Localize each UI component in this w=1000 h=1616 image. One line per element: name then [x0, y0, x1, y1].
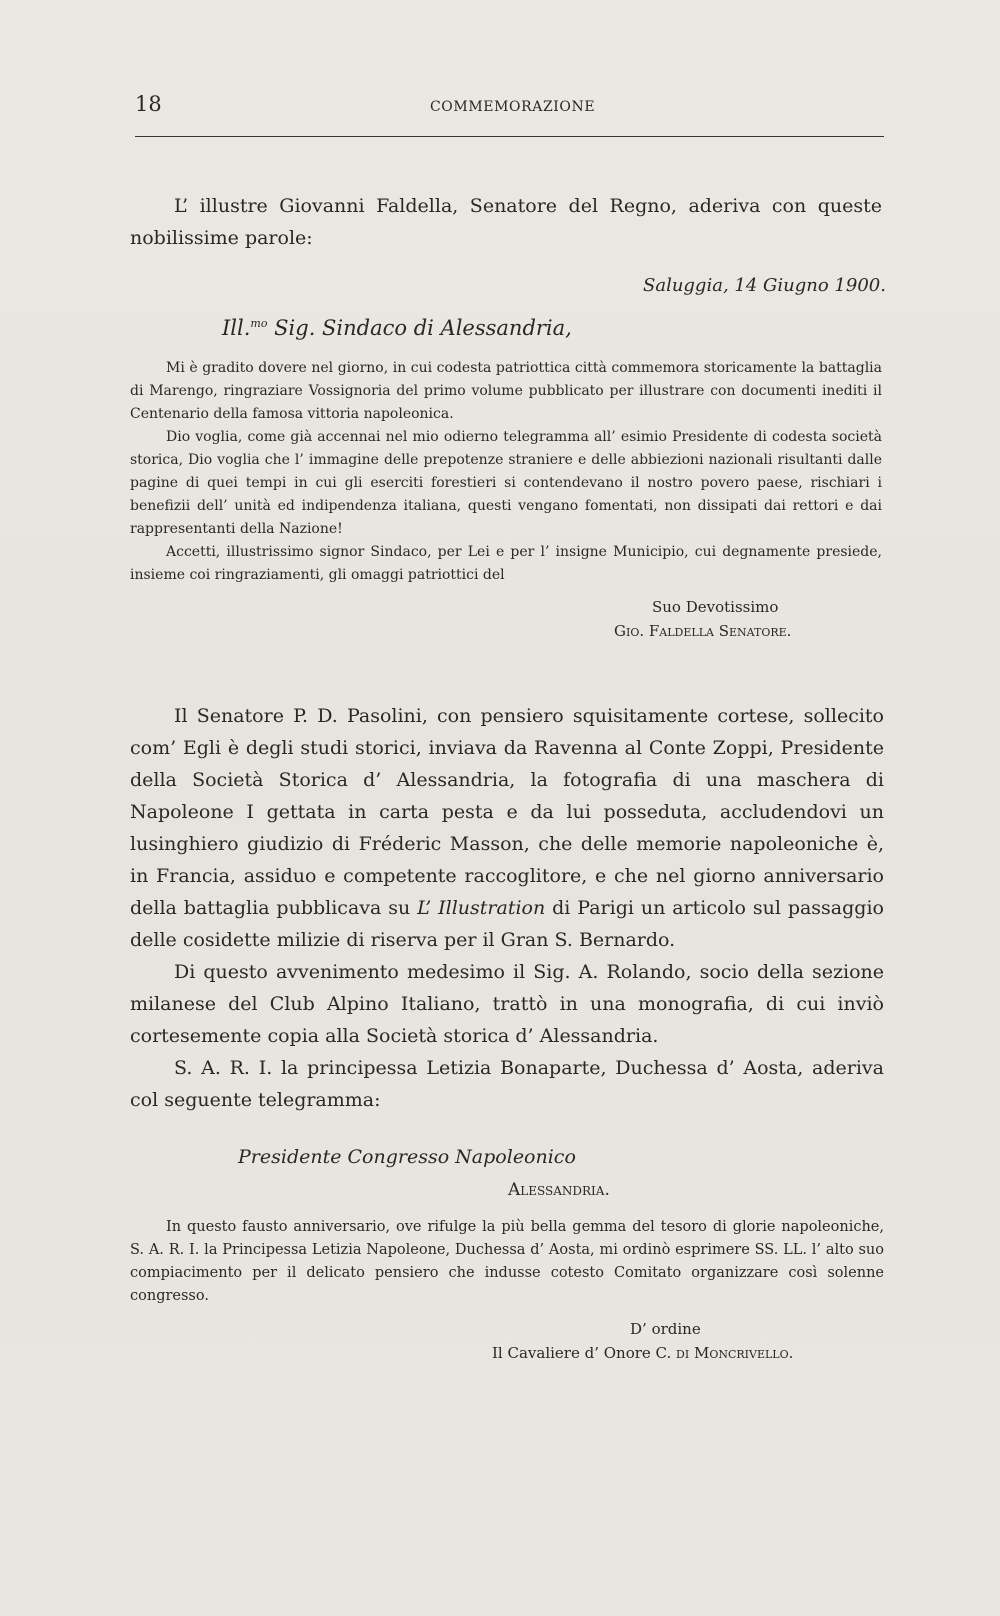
salutation-superscript: mo [250, 317, 268, 330]
letter1-paragraph-1: Mi è gradito dovere nel giorno, in cui codesta patriottica città commemora storicamente la battaglia di Marengo, ringraziare Vossignoria del primo volume pubblicato per illustrare con documenti inediti il Centenario della famosa vittoria napoleonica. [130, 360, 882, 422]
publication-title: L’ Illustration [417, 897, 546, 919]
letter1-intro: L’ illustre Giovanni Faldella, Senatore del Regno, aderiva con queste nobilissime parole: [130, 195, 882, 249]
letter1-paragraph-2: Dio voglia, come già accennai nel mio odierno telegramma all’ esimio Presidente di codesta società storica, Dio voglia che l’ immagine delle prepotenze straniere e delle abbiezioni nazionali risultanti dalle pagine di quei tempi in cui gli eserciti forestieri si contendevano il nostro povero paese, rischiari i benefizii dell’ unità ed indipendenza italiana, questi vengano fomentati, non dissipati dai rettori e dai rappresentanti della Nazione! [130, 429, 882, 537]
body-paragraph-1 [130, 700, 884, 956]
letter1-signature: Gio. Faldella Senatore. [614, 622, 792, 640]
body-p1-text: Il Senatore P. D. Pasolini, con pensiero squisitamente cortese, sollecito com’ Egli è degli studi storici, inviava da Ravenna al Conte Zoppi, Presidente della Società Storica d’ Alessandria, la fotografia di una maschera di Napoleone I gettata in carta pesta e da lui posseduta, accludendovi un lusinghiero giudizio di Fréderic Masson, che delle memorie napoleoniche è, in Francia, assiduo e competente raccoglitore, e che nel giorno anniversario della battaglia pubblicava su [130, 705, 884, 919]
letter1-closing: Suo Devotissimo [652, 598, 779, 616]
main-body [130, 700, 884, 1116]
running-title: COMMEMORAZIONE [430, 99, 596, 115]
telegram-place: Alessandria. [508, 1180, 610, 1200]
letter1-salutation [222, 316, 572, 340]
body-paragraph-3: S. A. R. I. la principessa Letizia Bonaparte, Duchessa d’ Aosta, aderiva col seguente telegramma: [130, 1057, 884, 1111]
letter1-paragraph-3: Accetti, illustrissimo signor Sindaco, per Lei e per l’ insigne Municipio, cui degnamente presiede, insieme coi ringraziamenti, gli omaggi patriottici del [130, 544, 882, 583]
page-number: 18 [135, 92, 162, 116]
salutation-prefix: Ill. [222, 316, 251, 340]
salutation-rest: Sig. Sindaco di Alessandria, [267, 316, 572, 340]
letter1-place-date: Saluggia, 14 Giugno 1900. [643, 275, 886, 296]
telegram-closing: D’ ordine [630, 1320, 701, 1338]
signature-prefix: Il Cavaliere d’ Onore C. [492, 1344, 677, 1362]
letter1-intro-block [130, 190, 882, 254]
telegram-text: In questo fausto anniversario, ove rifulge la più bella gemma del tesoro di glorie napoleoniche, S. A. R. I. la Principessa Letizia Napoleone, Duchessa d’ Aosta, mi ordinò esprimere SS. LL. l’ alto suo compiacimento per il delicato pensiero che indusse cotesto Comitato organizzare così solenne congresso. [130, 1219, 884, 1304]
telegram-addressee: Presidente Congresso Napoleonico [238, 1146, 576, 1168]
signature-name: di Moncrivello. [676, 1344, 794, 1362]
letter1-body [130, 357, 882, 587]
page-header [135, 92, 885, 122]
telegram-body [130, 1216, 884, 1308]
body-p1-text-end: di Parigi un articolo sul passaggio delle cosidette milizie di riserva per il Gran S. Bernardo. [130, 897, 884, 951]
header-rule [135, 136, 884, 137]
telegram-signature [492, 1344, 793, 1362]
body-paragraph-2: Di questo avvenimento medesimo il Sig. A. Rolando, socio della sezione milanese del Club Alpino Italiano, trattò in una monografia, di cui inviò cortesemente copia alla Società storica d’ Alessandria. [130, 961, 884, 1047]
